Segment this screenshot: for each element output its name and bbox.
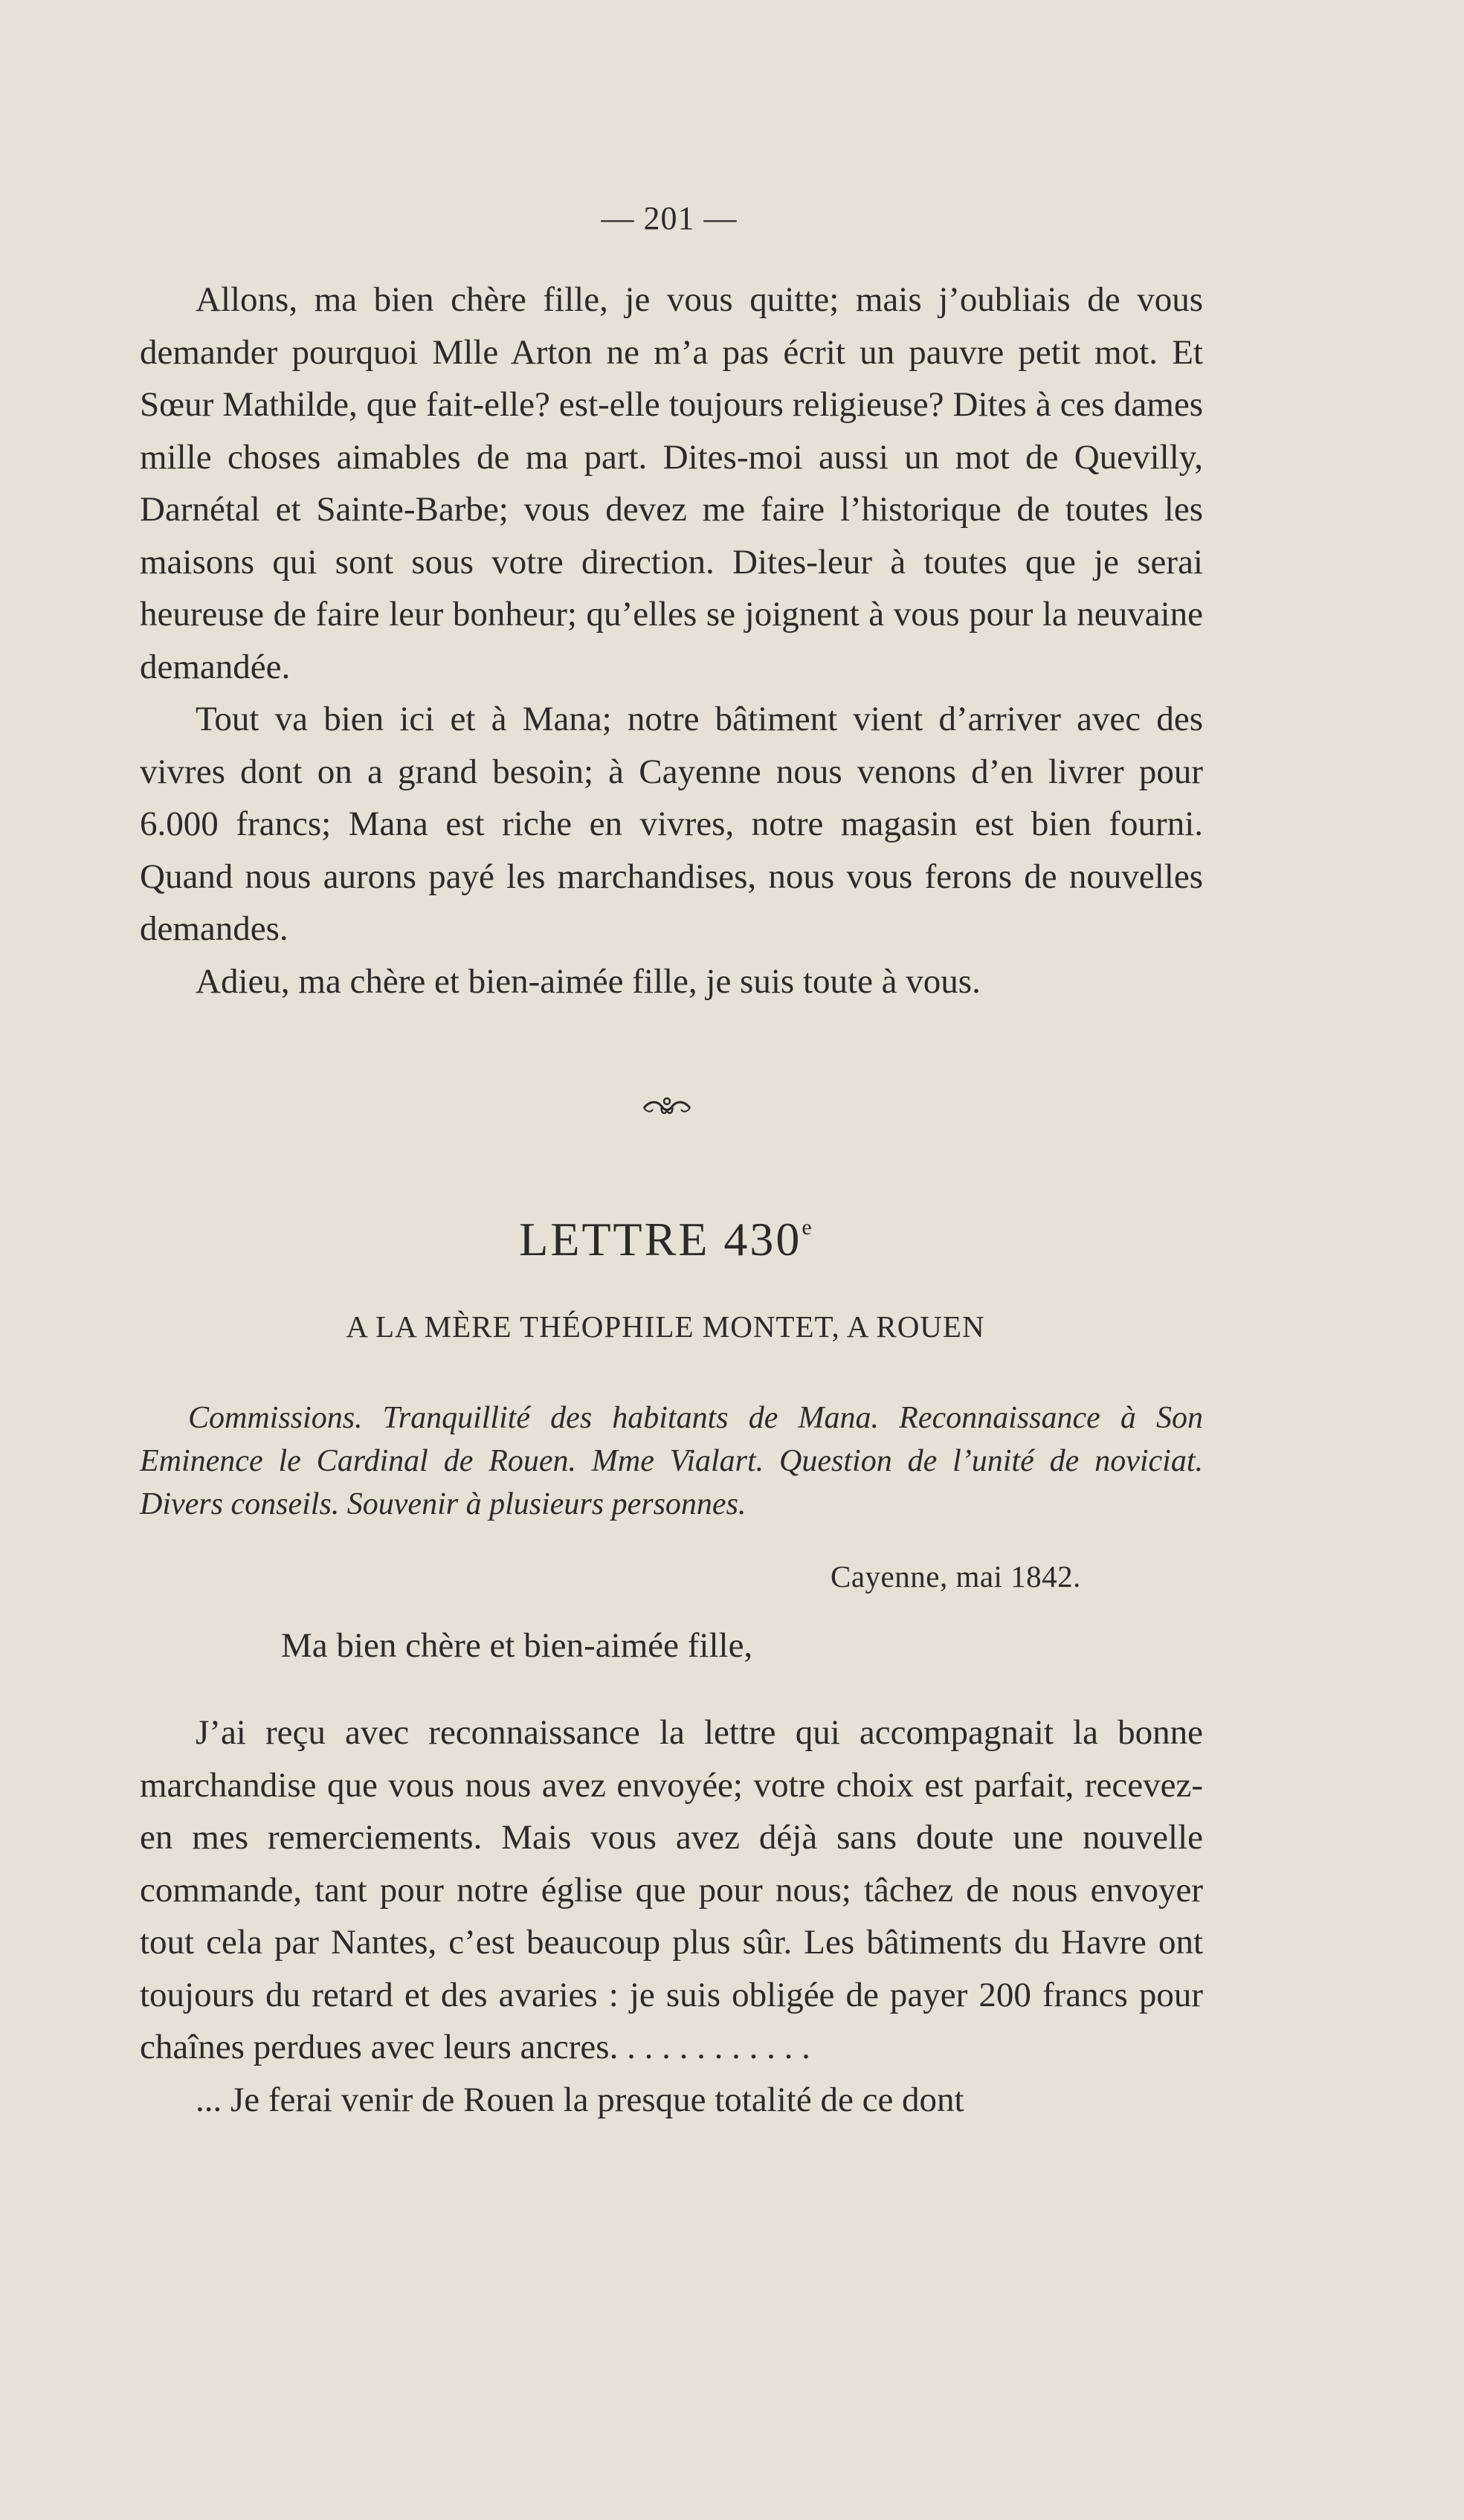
paragraph: ... Je ferai venir de Rouen la presque totalité de ce dont: [196, 2080, 964, 2119]
letter-summary: Commissions. Tranquillité des habitants de Mana. Reconnaissance à Son Eminence le Cardinal de Rouen. Mme Vialart. Question de l’unité de noviciat. Divers conseils. Souvenir à plusieurs personnes.: [140, 1401, 1203, 1521]
paragraph: Adieu, ma chère et bien-aimée fille, je suis toute à vous.: [196, 961, 981, 1001]
paragraph: Allons, ma bien chère fille, je vous quitte; mais j’oubliais de vous demander pourquoi Mlle Arton ne m’a pas écrit un pauvre petit mot. Et Sœur Mathilde, que fait-elle? est-elle toujours religieuse? Dites à ces dames mille choses aimables de ma part. Dites-moi aussi un mot de Quevilly, Darnétal et Sainte-Barbe; vous devez me faire l’historique de toutes les maisons qui sont sous votre direction. Dites-leur à toutes que je serai heureuse de faire leur bonheur; qu’elles se joignent à vous pour la neuvaine demandée.: [140, 280, 1203, 686]
letter-recipient: A LA MÈRE THÉOPHILE MONTET, A ROUEN: [346, 1309, 985, 1344]
letter-dateline: Cayenne, mai 1842.: [831, 1559, 1081, 1593]
letter-salutation: Ma bien chère et bien-aimée fille,: [281, 1626, 753, 1665]
letter-title-suffix: e: [802, 1215, 812, 1240]
previous-letter-body: [140, 274, 1203, 1008]
letter-body: [140, 1707, 1203, 2126]
letter-title-text: LETTRE 430: [519, 1213, 802, 1266]
page-number: — 201 —: [601, 200, 738, 236]
paragraph: Tout va bien ici et à Mana; notre bâtiment vient d’arriver avec des vivres dont on a grand besoin; à Cayenne nous venons d’en livrer pour 6.000 francs; Mana est riche en vivres, notre magasin est bien fourni. Quand nous aurons payé les marchandises, nous vous ferons de nouvelles demandes.: [140, 700, 1203, 948]
paragraph: J’ai reçu avec reconnaissance la lettre qui accompagnait la bonne marchandise que vous nous avez envoyée; votre choix est parfait, recevez-en mes remerciements. Mais vous avez déjà sans doute une nouvelle commande, tant pour notre église que pour nous; tâchez de nous envoyer tout cela par Nantes, c’est beaucoup plus sûr. Les bâtiments du Havre ont toujours du retard et des avaries : je suis obligée de payer 200 francs pour chaînes perdues avec leurs ancres. . . . . . . . . . . .: [140, 1713, 1203, 2066]
letter-title: [0, 1212, 1331, 1267]
fleuron-icon: [641, 1095, 693, 1118]
